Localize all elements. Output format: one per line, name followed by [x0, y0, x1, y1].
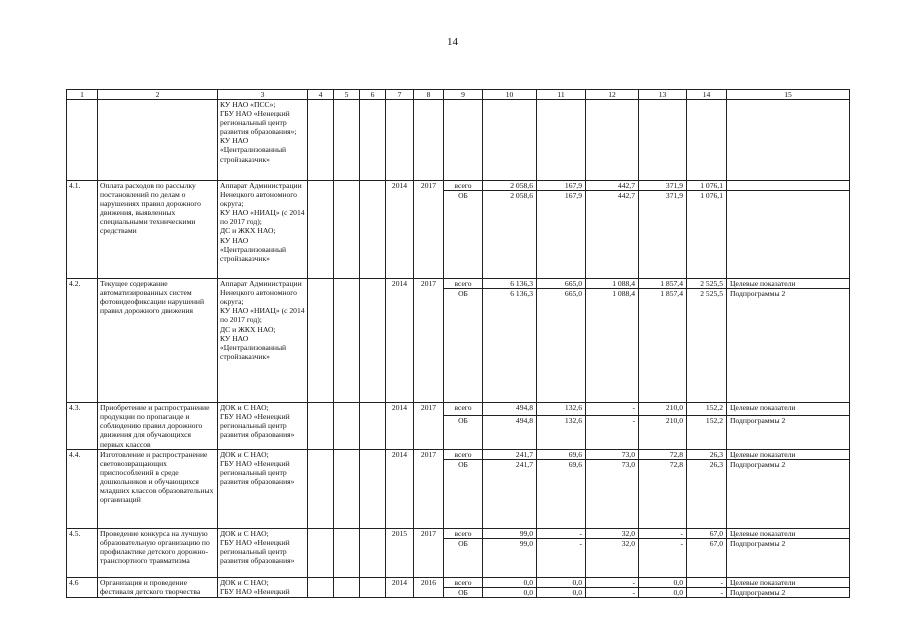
amount-cell: 32,0 [586, 528, 639, 538]
target-indicator: Целевые показатели [727, 403, 850, 415]
amount-cell: 26,3 [687, 449, 727, 459]
table-cell [386, 100, 414, 181]
header-row [67, 90, 850, 100]
amount-cell: 167,9 [537, 181, 586, 191]
amount-cell: 0,0 [483, 577, 537, 587]
table-cell [308, 577, 334, 597]
amount-cell: 241,7 [483, 449, 537, 459]
amount-cell: 152,2 [687, 403, 727, 415]
amount-cell: 665,0 [537, 279, 586, 289]
amount-cell: 371,9 [639, 181, 687, 191]
amount-cell: - [537, 538, 586, 577]
amount-cell: 210,0 [639, 415, 687, 449]
target-indicator: Целевые показатели [727, 449, 850, 459]
col-header: 6 [360, 90, 386, 100]
amount-cell: 6 136,3 [483, 289, 537, 403]
amount-cell: - [586, 577, 639, 587]
amount-cell: 32,0 [586, 538, 639, 577]
target-indicator [727, 181, 850, 191]
target-indicator: Целевые показатели [727, 577, 850, 587]
funding-source: всего [444, 279, 483, 289]
table-cell [308, 528, 334, 577]
amount-cell: 1 088,4 [586, 279, 639, 289]
amount-cell: 665,0 [537, 289, 586, 403]
table-cell [308, 403, 334, 449]
target-indicator-sub: Подпрограммы 2 [727, 538, 850, 577]
table-cell [727, 100, 850, 181]
target-indicator-sub [727, 191, 850, 279]
amount-cell: 1 076,1 [687, 191, 727, 279]
amount-cell: - [586, 403, 639, 415]
item-number: 4.1. [67, 181, 98, 279]
amount-cell: 0,0 [537, 587, 586, 597]
amount-cell: 73,0 [586, 459, 639, 528]
end-year: 2017 [414, 449, 444, 528]
executor-cell: Аппарат Администрации Ненецкого автономного округа; КУ НАО «НИАЦ» (с 2014 по 2017 год); ДС и ЖКХ НАО; КУ НАО «Централизованный стройзаказчик» [218, 181, 308, 279]
start-year: 2014 [386, 279, 414, 403]
amount-cell: 132,6 [537, 415, 586, 449]
funding-source: всего [444, 449, 483, 459]
funding-source: всего [444, 577, 483, 587]
target-indicator: Целевые показатели [727, 528, 850, 538]
amount-cell: - [639, 538, 687, 577]
target-indicator-sub: Подпрограммы 2 [727, 459, 850, 528]
col-header: 13 [639, 90, 687, 100]
table-cell [308, 449, 334, 528]
funding-source: ОБ [444, 538, 483, 577]
funding-source: ОБ [444, 415, 483, 449]
table-cell [334, 100, 360, 181]
amount-cell: 0,0 [639, 587, 687, 597]
amount-cell: 0,0 [639, 577, 687, 587]
col-header: 5 [334, 90, 360, 100]
end-year: 2017 [414, 279, 444, 403]
funding-source: ОБ [444, 459, 483, 528]
end-year: 2017 [414, 528, 444, 577]
table-cell [334, 279, 360, 403]
item-title: Изготовление и распространение световозвращающих приспособлений в среде дошкольников и обучающихся младших классов образовательных организаций [98, 449, 218, 528]
amount-cell: 73,0 [586, 449, 639, 459]
table-row [67, 181, 850, 191]
continuation-row [67, 100, 850, 181]
table-cell [586, 100, 639, 181]
program-table [66, 89, 850, 598]
item-title: Оплата расходов по рассылку постановлений по делам о нарушениях правил дорожного движения, выявленных специальными техническими средствами [98, 181, 218, 279]
amount-cell: 442,7 [586, 181, 639, 191]
amount-cell: 1 857,4 [639, 289, 687, 403]
funding-source: всего [444, 403, 483, 415]
target-indicator: Целевые показатели [727, 279, 850, 289]
end-year: 2017 [414, 403, 444, 449]
amount-cell: 6 136,3 [483, 279, 537, 289]
amount-cell: 1 088,4 [586, 289, 639, 403]
col-header: 9 [444, 90, 483, 100]
amount-cell: 69,6 [537, 449, 586, 459]
amount-cell: 2 525,5 [687, 289, 727, 403]
table-cell [334, 181, 360, 279]
amount-cell: 494,8 [483, 415, 537, 449]
item-number: 4.2. [67, 279, 98, 403]
amount-cell: 99,0 [483, 538, 537, 577]
amount-cell: 67,0 [687, 538, 727, 577]
executor-cell: КУ НАО «ПСС»; ГБУ НАО «Ненецкий региональный центр развития образования»; КУ НАО «Централизованный стройзаказчик» [218, 100, 308, 181]
table-cell [360, 279, 386, 403]
amount-cell: 494,8 [483, 403, 537, 415]
target-indicator-sub: Подпрограммы 2 [727, 587, 850, 597]
item-number: 4.5. [67, 528, 98, 577]
table-cell [308, 181, 334, 279]
table-cell [67, 100, 98, 181]
table-row [67, 449, 850, 459]
amount-cell: 1 076,1 [687, 181, 727, 191]
table-cell [444, 100, 483, 181]
table-cell [360, 577, 386, 597]
table-row [67, 403, 850, 415]
amount-cell: 0,0 [483, 587, 537, 597]
amount-cell: 2 525,5 [687, 279, 727, 289]
table-cell [360, 181, 386, 279]
table-cell [639, 100, 687, 181]
table-cell [360, 403, 386, 449]
amount-cell: 442,7 [586, 191, 639, 279]
item-number: 4.6 [67, 577, 98, 597]
item-number: 4.3. [67, 403, 98, 449]
item-title: Организация и проведение фестиваля детского творчества [98, 577, 218, 597]
table-row [67, 279, 850, 289]
funding-source: всего [444, 181, 483, 191]
item-title: Текущее содержание автоматизированных систем фотовидеофиксации нарушений правил дорожного движения [98, 279, 218, 403]
table-cell [334, 528, 360, 577]
amount-cell: 0,0 [537, 577, 586, 587]
amount-cell: 132,6 [537, 403, 586, 415]
page-number: 14 [447, 36, 458, 48]
amount-cell: - [586, 415, 639, 449]
col-header: 14 [687, 90, 727, 100]
item-title: Приобретение и распространение продукции по пропаганде и соблюдению правил дорожного движения для обучающихся первых классов [98, 403, 218, 449]
table-cell [334, 577, 360, 597]
amount-cell: 99,0 [483, 528, 537, 538]
amount-cell: 69,6 [537, 459, 586, 528]
funding-source: ОБ [444, 191, 483, 279]
col-header: 11 [537, 90, 586, 100]
start-year: 2015 [386, 528, 414, 577]
amount-cell: 210,0 [639, 403, 687, 415]
amount-cell: 26,3 [687, 459, 727, 528]
start-year: 2014 [386, 449, 414, 528]
target-indicator-sub: Подпрограммы 2 [727, 415, 850, 449]
table-row [67, 528, 850, 538]
amount-cell: - [639, 528, 687, 538]
executor-cell: ДОК и С НАО; ГБУ НАО «Ненецкий региональный центр развития образования» [218, 403, 308, 449]
executor-cell: ДОК и С НАО; ГБУ НАО «Ненецкий региональный центр развития образования» [218, 528, 308, 577]
table-row [67, 577, 850, 587]
start-year: 2014 [386, 403, 414, 449]
start-year: 2014 [386, 181, 414, 279]
table-cell [360, 100, 386, 181]
amount-cell: 72,8 [639, 449, 687, 459]
table-cell [483, 100, 537, 181]
table-cell [414, 100, 444, 181]
end-year: 2017 [414, 181, 444, 279]
table-cell [98, 100, 218, 181]
table-cell [537, 100, 586, 181]
table-cell [360, 528, 386, 577]
col-header: 12 [586, 90, 639, 100]
amount-cell: - [586, 587, 639, 597]
amount-cell: - [687, 577, 727, 587]
funding-source: ОБ [444, 289, 483, 403]
executor-cell: ДОК и С НАО; ГБУ НАО «Ненецкий региональный центр развития образования» [218, 449, 308, 528]
amount-cell: 167,9 [537, 191, 586, 279]
amount-cell: 72,8 [639, 459, 687, 528]
amount-cell: 67,0 [687, 528, 727, 538]
col-header: 8 [414, 90, 444, 100]
col-header: 15 [727, 90, 850, 100]
amount-cell: 2 058,6 [483, 191, 537, 279]
table-cell [687, 100, 727, 181]
col-header: 2 [98, 90, 218, 100]
funding-source: всего [444, 528, 483, 538]
start-year: 2014 [386, 577, 414, 597]
executor-cell: Аппарат Администрации Ненецкого автономного округа; КУ НАО «НИАЦ» (с 2014 по 2017 год); ДС и ЖКХ НАО; КУ НАО «Централизованный стройзаказчик» [218, 279, 308, 403]
table-cell [334, 449, 360, 528]
table-cell [360, 449, 386, 528]
executor-cell: ДОК и С НАО; ГБУ НАО «Ненецкий [218, 577, 308, 597]
funding-source: ОБ [444, 587, 483, 597]
col-header: 3 [218, 90, 308, 100]
amount-cell: 1 857,4 [639, 279, 687, 289]
amount-cell: 241,7 [483, 459, 537, 528]
item-number: 4.4. [67, 449, 98, 528]
item-title: Проведение конкурса на лучшую образовательную организацию по профилактике детского дорожно-транспортного травматизма [98, 528, 218, 577]
amount-cell: 152,2 [687, 415, 727, 449]
amount-cell: - [537, 528, 586, 538]
col-header: 1 [67, 90, 98, 100]
target-indicator-sub: Подпрограммы 2 [727, 289, 850, 403]
table-cell [308, 100, 334, 181]
amount-cell: 2 058,6 [483, 181, 537, 191]
col-header: 4 [308, 90, 334, 100]
table-cell [334, 403, 360, 449]
amount-cell: - [687, 587, 727, 597]
table-cell [308, 279, 334, 403]
amount-cell: 371,9 [639, 191, 687, 279]
col-header: 7 [386, 90, 414, 100]
col-header: 10 [483, 90, 537, 100]
end-year: 2016 [414, 577, 444, 597]
